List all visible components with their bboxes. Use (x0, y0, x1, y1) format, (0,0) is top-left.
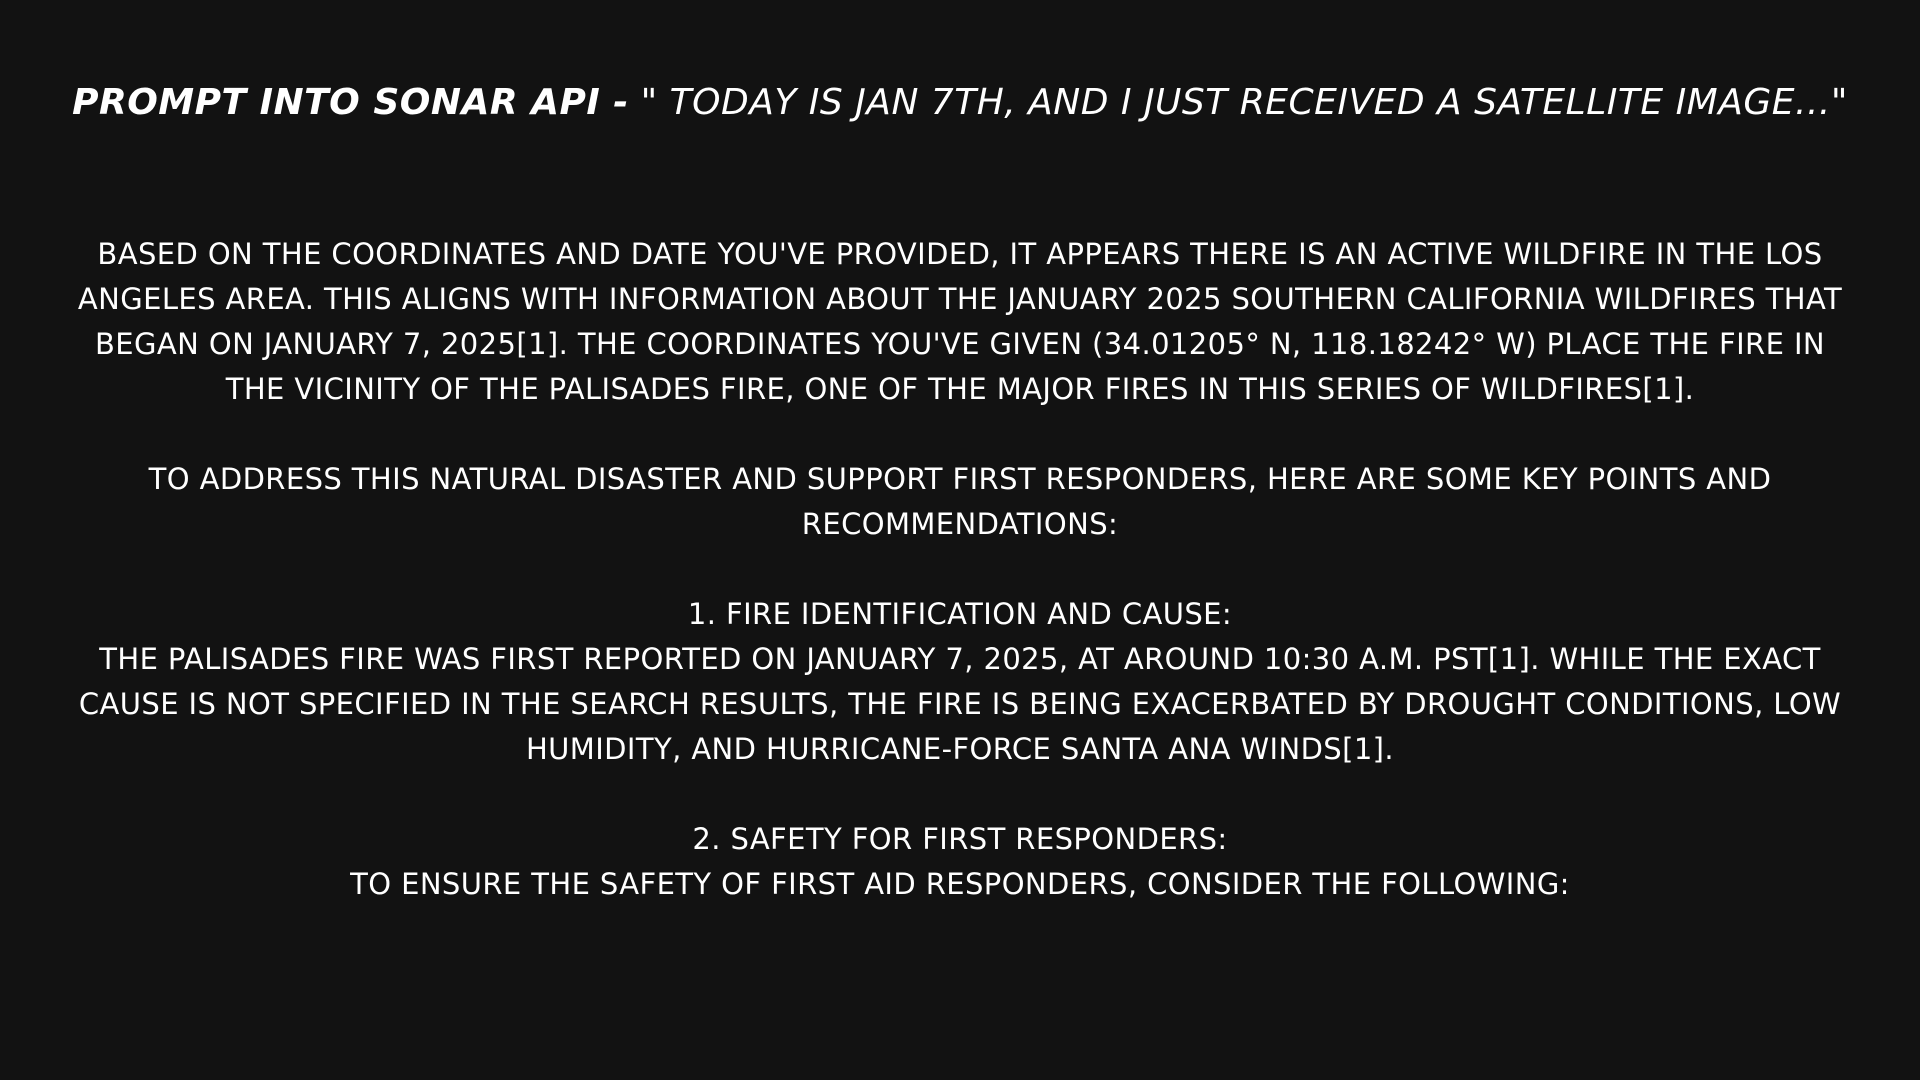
prompt-label: PROMPT INTO SONAR API - (72, 82, 629, 123)
response-paragraph-recommendations: TO ADDRESS THIS NATURAL DISASTER AND SUPPORT FIRST RESPONDERS, HERE ARE SOME KEY POINTS AND RECOMMENDATIONS: (148, 462, 1772, 541)
section-body-fire-identification: THE PALISADES FIRE WAS FIRST REPORTED ON JANUARY 7, 2025, AT AROUND 10:30 A.M. PST[1]. WHILE THE EXACT CAUSE IS NOT SPECIFIED IN THE SEARCH RESULTS, THE FIRE IS BEING EXACERBATED BY DROUGHT CONDITIONS, LOW HUMIDITY, AND HURRICANE-FORCE SANTA ANA WINDS[1]. (78, 642, 1842, 766)
prompt-quote: " TODAY IS JAN 7TH, AND I JUST RECEIVED A SATELLITE IMAGE..." (640, 82, 1848, 123)
prompt-header (0, 76, 1920, 130)
response-body (70, 232, 1850, 907)
section-heading-fire-identification: 1. FIRE IDENTIFICATION AND CAUSE: (687, 597, 1233, 631)
spacer (70, 412, 1850, 457)
section-body-safety: TO ENSURE THE SAFETY OF FIRST AID RESPONDERS, CONSIDER THE FOLLOWING: (350, 867, 1570, 901)
spacer (70, 772, 1850, 817)
section-heading-safety: 2. SAFETY FOR FIRST RESPONDERS: (692, 822, 1228, 856)
spacer (70, 547, 1850, 592)
response-paragraph-intro: BASED ON THE COORDINATES AND DATE YOU'VE PROVIDED, IT APPEARS THERE IS AN ACTIVE WILDFIRE IN THE LOS ANGELES AREA. THIS ALIGNS WITH INFORMATION ABOUT THE JANUARY 2025 SOUTHERN CALIFORNIA WILDFIRES THAT BEGAN ON JANUARY 7, 2025[1]. THE COORDINATES YOU'VE GIVEN (34.01205° N, 118.18242° W) PLACE THE FIRE IN THE VICINITY OF THE PALISADES FIRE, ONE OF THE MAJOR FIRES IN THIS SERIES OF WILDFIRES[1]. (77, 237, 1843, 406)
